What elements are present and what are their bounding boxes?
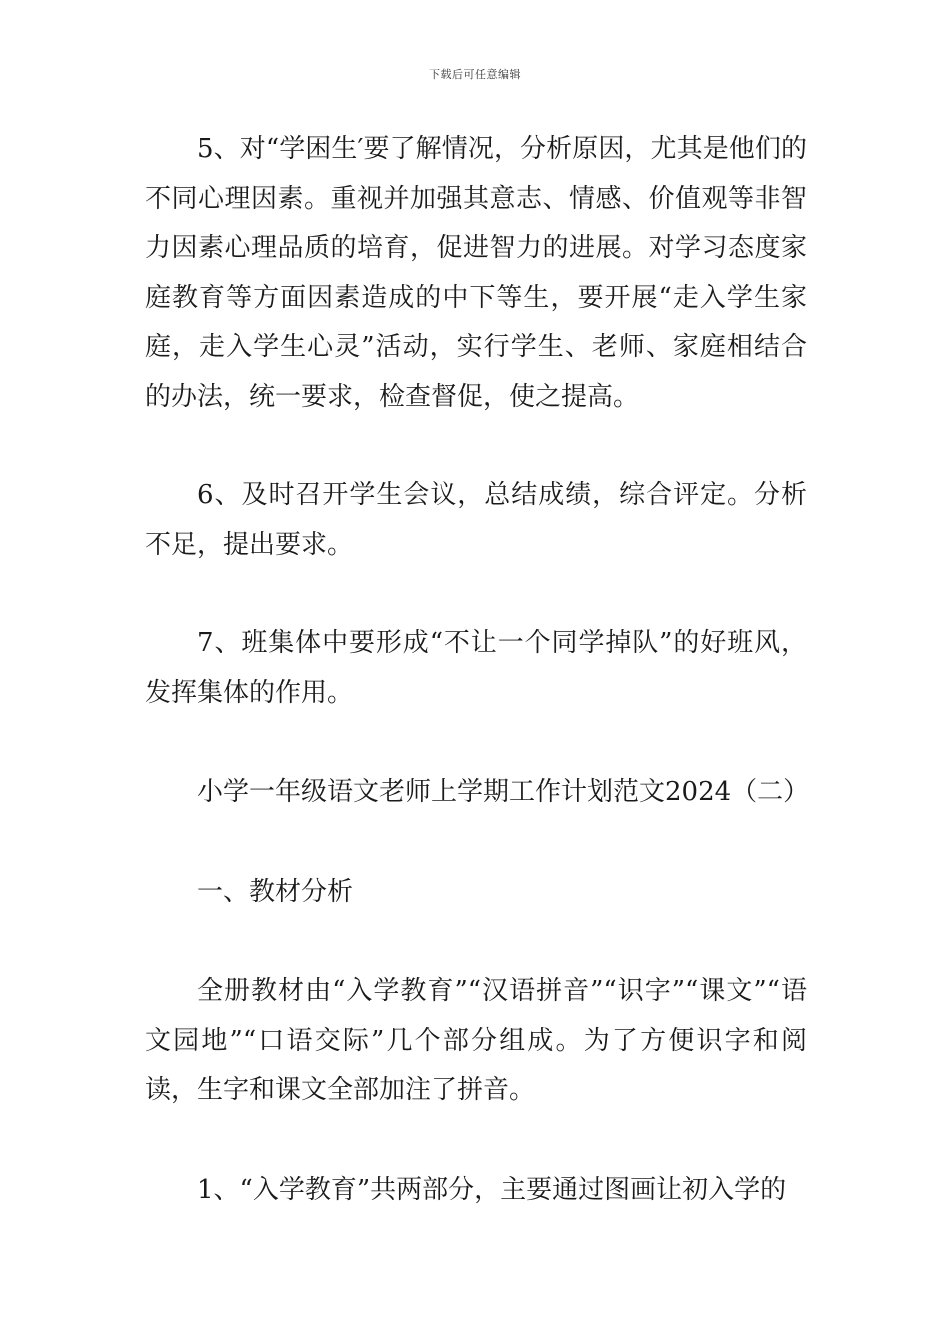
paragraph-item-6: 6、及时召开学生会议，总结成绩，综合评定。分析不足，提出要求。 [145,480,807,560]
document-body [145,125,810,1215]
paragraph-item-1: 1、“入学教育”共两部分，主要通过图画让初入学的 [197,1174,787,1205]
section-title: 小学一年级语文老师上学期工作计划范文2024（二） [197,777,810,807]
section-heading-textbook-analysis: 一、教材分析 [197,876,354,907]
paragraph-item-7: 7、班集体中要形成“不让一个同学掉队”的好班风，发挥集体的作用。 [145,628,807,708]
paragraph-textbook-overview: 全册教材由“入学教育”“汉语拼音”“识字”“课文”“语文园地”“口语交际”几个部分组成。为了方便识字和阅读，生字和课文全部加注了拼音。 [145,976,807,1105]
header-note: 下载后可任意编辑 [429,68,521,81]
paragraph-item-5: 5、对“学困生′要了解情况，分析原因，尤其是他们的不同心理因素。重视并加强其意志、情感、价值观等非智力因素心理品质的培育，促进智力的进展。对学习态度家庭教育等方面因素造成的中下等生，要开展“走入学生家庭，走入学生心灵”活动，实行学生、老师、家庭相结合的办法，统一要求，检查督促，使之提高。 [145,134,807,412]
